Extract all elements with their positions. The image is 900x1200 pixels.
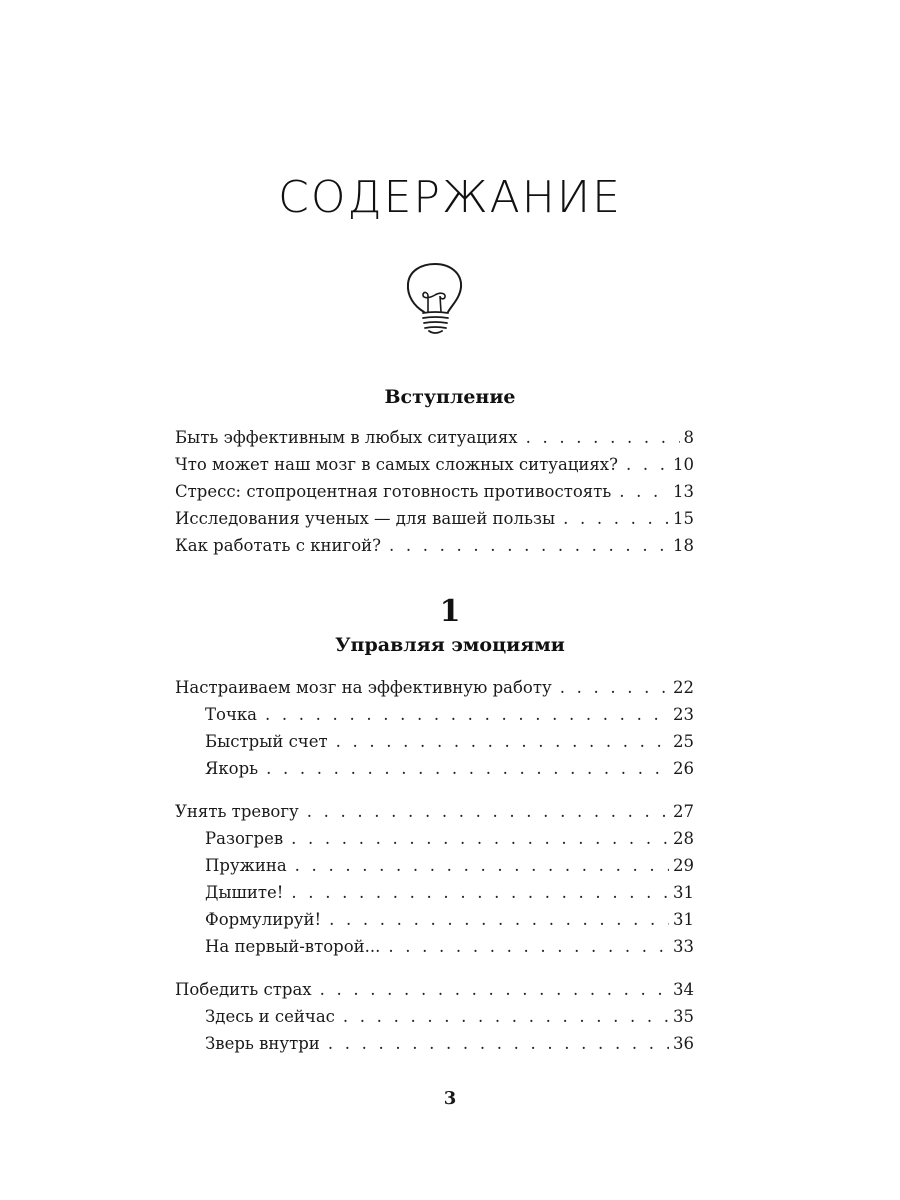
chapter-title: Управляя эмоциями — [335, 634, 565, 656]
toc-leader-dots — [266, 755, 669, 782]
toc-entry-page: 34 — [673, 980, 694, 999]
toc-entry-page: 23 — [673, 705, 694, 724]
toc-subentry[interactable] — [175, 906, 694, 933]
toc-entry-title: Формулируй! — [205, 910, 322, 929]
toc-subentry[interactable] — [175, 879, 694, 906]
toc-entry-title: Разогрев — [205, 829, 284, 848]
toc-entry-page: 10 — [673, 455, 694, 474]
toc-leader-dots — [389, 532, 669, 559]
toc-subentry[interactable] — [175, 1003, 694, 1030]
toc-leader-dots — [388, 933, 669, 960]
toc-leader-dots — [291, 879, 669, 906]
page-number: 3 — [443, 1088, 457, 1109]
lightbulb-icon — [404, 262, 466, 336]
toc-entry-page: 22 — [673, 678, 694, 697]
toc-entry[interactable] — [175, 532, 694, 559]
toc-leader-dots — [307, 798, 669, 825]
toc-entry-page: 15 — [673, 509, 694, 528]
toc-entry[interactable] — [175, 505, 694, 532]
toc-leader-dots — [329, 906, 669, 933]
chapter-number: 1 — [439, 594, 461, 629]
toc-leader-dots — [265, 701, 669, 728]
toc-entry-title: Быть эффективным в любых ситуациях — [175, 428, 518, 447]
toc-entry-title: Точка — [205, 705, 257, 724]
toc-subentry[interactable] — [175, 933, 694, 960]
toc-subentry[interactable] — [175, 728, 694, 755]
toc-subentry[interactable] — [175, 852, 694, 879]
toc-subentry[interactable] — [175, 755, 694, 782]
toc-entry-title: Пружина — [205, 856, 287, 875]
toc-subentry[interactable] — [175, 825, 694, 852]
page-title: СОДЕРЖАНИЕ — [278, 172, 622, 223]
toc-entry[interactable] — [175, 424, 694, 451]
toc-entry[interactable] — [175, 478, 694, 505]
toc-leader-dots — [563, 505, 669, 532]
toc-entry-title: Как работать с книгой? — [175, 536, 381, 555]
toc-entry-title: Что может наш мозг в самых сложных ситуациях? — [175, 455, 618, 474]
toc-subentry[interactable] — [175, 1030, 694, 1057]
toc-entry-page: 26 — [673, 759, 694, 778]
toc-entry-page: 36 — [673, 1034, 694, 1053]
toc-leader-dots — [328, 1030, 669, 1057]
toc-leader-dots — [320, 976, 669, 1003]
toc-leader-dots — [336, 728, 669, 755]
chapter-toc-list — [175, 674, 694, 1057]
toc-entry[interactable] — [175, 451, 694, 478]
toc-leader-dots — [626, 451, 669, 478]
toc-entry-page: 29 — [673, 856, 694, 875]
toc-entry-title: Исследования ученых — для вашей пользы — [175, 509, 556, 528]
toc-entry-title: Победить страх — [175, 980, 312, 999]
toc-entry-title: Здесь и сейчас — [205, 1007, 335, 1026]
toc-entry-page: 13 — [673, 482, 694, 501]
toc-entry-page: 25 — [673, 732, 694, 751]
toc-entry-title: На первый-второй... — [205, 937, 381, 956]
toc-entry[interactable] — [175, 976, 694, 1003]
toc-entry-title: Дышите! — [205, 883, 284, 902]
toc-leader-dots — [526, 424, 680, 451]
toc-entry-page: 18 — [673, 536, 694, 555]
toc-entry-page: 35 — [673, 1007, 694, 1026]
intro-heading: Вступление — [384, 386, 516, 408]
toc-entry-page: 8 — [683, 428, 694, 447]
toc-entry[interactable] — [175, 674, 694, 701]
toc-leader-dots — [291, 825, 669, 852]
toc-entry-title: Якорь — [205, 759, 259, 778]
toc-entry-title: Унять тревогу — [175, 802, 299, 821]
toc-entry-title: Зверь внутри — [205, 1034, 320, 1053]
toc-entry-title: Стресс: стопроцентная готовность противостоять — [175, 482, 612, 501]
toc-entry-page: 31 — [673, 883, 694, 902]
toc-entry-title: Быстрый счет — [205, 732, 328, 751]
toc-entry-page: 28 — [673, 829, 694, 848]
toc-leader-dots — [560, 674, 669, 701]
toc-leader-dots — [619, 478, 669, 505]
intro-toc-list — [175, 424, 694, 559]
toc-entry-page: 31 — [673, 910, 694, 929]
toc-leader-dots — [295, 852, 669, 879]
toc-entry-title: Настраиваем мозг на эффективную работу — [175, 678, 552, 697]
toc-entry[interactable] — [175, 798, 694, 825]
toc-entry-page: 33 — [673, 937, 694, 956]
toc-leader-dots — [343, 1003, 669, 1030]
toc-subentry[interactable] — [175, 701, 694, 728]
toc-entry-page: 27 — [673, 802, 694, 821]
